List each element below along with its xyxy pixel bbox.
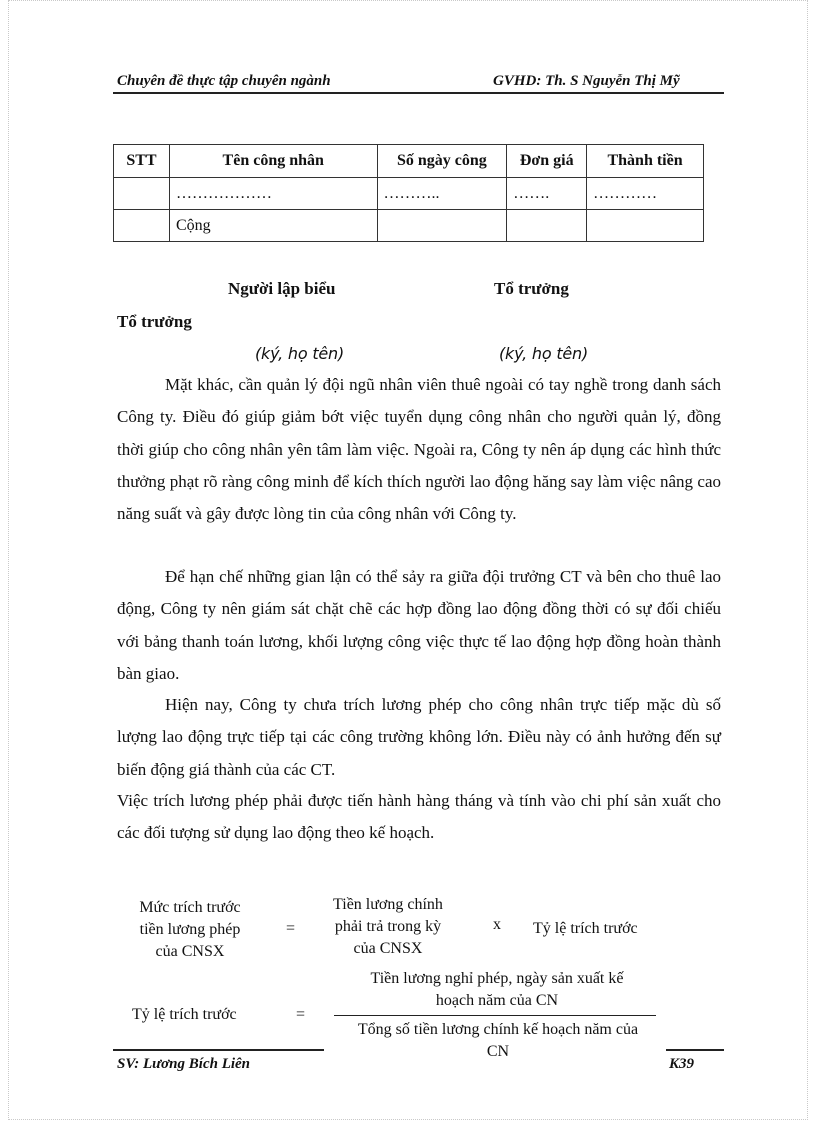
formula2-numerator-line: Tiền lương nghỉ phép, ngày sản xuất kế <box>370 970 624 987</box>
table-row <box>114 178 704 210</box>
footer-student-name: SV: Lương Bích Liên <box>117 1056 251 1072</box>
formula1-term-line: Tiền lương chính <box>333 896 443 913</box>
footer-rule-left <box>113 1049 324 1051</box>
formula1-times: x <box>493 916 501 933</box>
col-header-stt: STT <box>114 145 170 178</box>
formula2-numerator <box>334 968 660 1012</box>
formula2-denominator-line: CN <box>486 1043 510 1060</box>
col-header-amount: Thành tiền <box>587 145 704 178</box>
formula1-term <box>308 894 468 960</box>
table-cell <box>507 210 587 242</box>
formula1-equals: = <box>286 920 296 937</box>
signature-preparer-title: Người lập biểu <box>228 279 336 298</box>
col-header-unit-price: Đơn giá <box>507 145 587 178</box>
formula1-term-line: phải trả trong kỳ <box>334 918 442 935</box>
formula1-lhs-line: tiền lương phép <box>139 921 241 938</box>
formula1-lhs-line: của CNSX <box>155 943 225 960</box>
formula2-denominator-line: Tổng số tiền lương chính kế hoạch năm của <box>357 1021 639 1038</box>
table-cell: ……….. <box>377 178 507 210</box>
table-header-row <box>114 145 704 178</box>
signature-preparer-note: (ký, họ tên) <box>255 344 345 363</box>
table-cell <box>114 210 170 242</box>
formula1-lhs-line: Mức trích trước <box>139 899 241 916</box>
signature-leader-note: (ký, họ tên) <box>499 344 589 363</box>
header-right-text: GVHD: Th. S Nguyễn Thị Mỹ <box>493 73 680 89</box>
table-cell <box>114 178 170 210</box>
footer-class-code: K39 <box>669 1056 695 1072</box>
paragraph-monthly-accrual: Việc trích lương phép phải được tiến hành hàng tháng và tính vào chi phí sản xuất cho các đối tượng sử dụng lao động theo kế hoạch. <box>117 791 721 843</box>
formula2-lhs: Tỷ lệ trích trước <box>132 1006 237 1023</box>
formula1-rhs: Tỷ lệ trích trước <box>533 920 638 937</box>
table-row-total <box>114 210 704 242</box>
signature-leader-title-wrapped: Tổ trưởng <box>117 312 192 331</box>
table-cell <box>587 210 704 242</box>
signature-leader-title: Tổ trưởng <box>494 279 569 298</box>
table-cell: ………… <box>587 178 704 210</box>
col-header-work-days: Số ngày công <box>377 145 507 178</box>
formula1-term-line: của CNSX <box>353 940 423 957</box>
table-cell-total-label: Cộng <box>169 210 377 242</box>
header-left-text: Chuyên đề thực tập chuyên ngành <box>117 73 331 89</box>
formula2-fraction-bar <box>334 1015 656 1016</box>
paragraph-fraud-prevention: Để hạn chế những gian lận có thể sảy ra giữa đội trưởng CT và bên cho thuê lao động, Công ty nên giám sát chặt chẽ các hợp đồng lao động đồng thời có sự đối chiếu với bảng thanh toán lương, khối lượng công việc thực tế lao động hợp đồng hoàn thành bàn giao. <box>117 567 721 683</box>
worker-payment-table <box>113 144 704 242</box>
table-cell: ……. <box>507 178 587 210</box>
table-cell: ……………… <box>169 178 377 210</box>
formula2-denominator <box>330 1019 666 1063</box>
paragraph-leave-pay: Hiện nay, Công ty chưa trích lương phép cho công nhân trực tiếp mặc dù số lượng lao động trực tiếp tại các công trường không lớn. Điều này có ảnh hưởng đến sự biến động giá thành của các CT. <box>117 695 721 779</box>
footer-rule-right <box>666 1049 724 1051</box>
col-header-worker-name: Tên công nhân <box>169 145 377 178</box>
paragraph-staff-management: Mặt khác, cần quản lý đội ngũ nhân viên thuê ngoài có tay nghề trong danh sách Công ty. Điều đó giúp giảm bớt việc tuyển dụng công nhân cho người quản lý, đồng thời giúp cho công nhân yên tâm làm việc. Ngoài ra, Công ty nên áp dụng các hình thức thưởng phạt rõ ràng công minh để kích thích người lao động hăng say làm việc nâng cao năng suất và gây được lòng tin của công nhân với Công ty. <box>117 375 721 524</box>
formula1-lhs <box>120 897 260 963</box>
table-cell <box>377 210 507 242</box>
formula2-numerator-line: hoạch năm của CN <box>435 992 559 1009</box>
header-rule <box>113 92 724 94</box>
formula2-equals: = <box>296 1006 306 1023</box>
